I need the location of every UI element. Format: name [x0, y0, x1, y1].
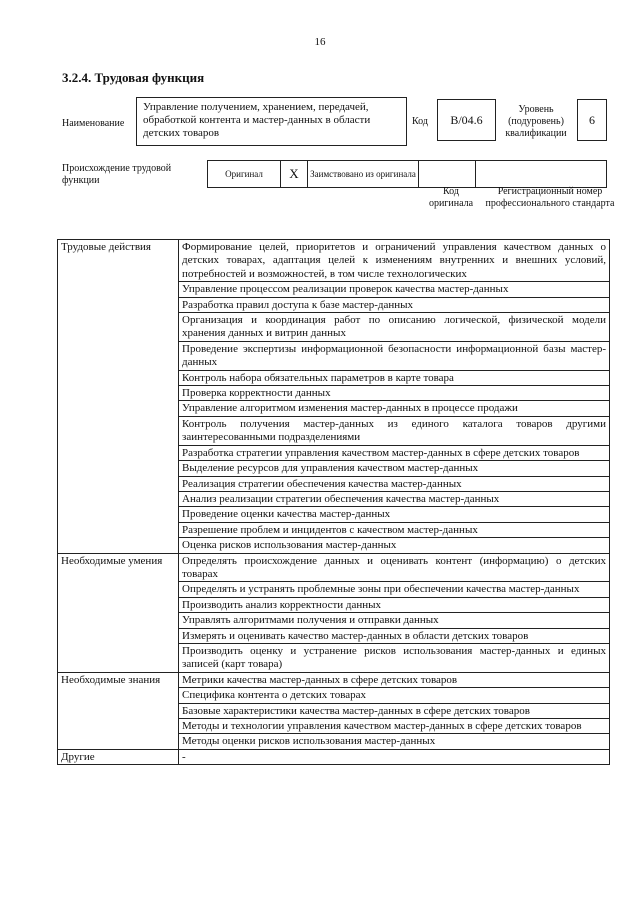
code-value-box: В/04.6 [437, 99, 496, 141]
section-item: Управление процессом реализации проверок качества мастер-данных [179, 282, 610, 297]
section-item: Специфика контента о детских товарах [179, 688, 610, 703]
section-item: Контроль набора обязательных параметров в карте товара [179, 370, 610, 385]
section-item: Выделение ресурсов для управления качеством мастер-данных [179, 461, 610, 476]
section-item: Разработка правил доступа к базе мастер-данных [179, 297, 610, 312]
section-item: Реализация стратегии обеспечения качества мастер-данных [179, 476, 610, 491]
page-number: 16 [314, 36, 326, 48]
section-item: Анализ реализации стратегии обеспечения качества мастер-данных [179, 491, 610, 506]
section-item: Базовые характеристики качества мастер-данных в сфере детских товаров [179, 703, 610, 718]
reg-number-cell [476, 161, 607, 188]
section-item: Измерять и оценивать качество мастер-данных в области детских товаров [179, 628, 610, 643]
section-item: Методы и технологии управления качеством мастер-данных в сфере детских товаров [179, 719, 610, 734]
reg-number-label: Регистрационный номер профессионального стандарта [485, 186, 615, 209]
code-label: Код [412, 116, 428, 127]
origin-label: Происхождение трудовой функции [62, 163, 172, 186]
section-item: Оценка рисков использования мастер-данных [179, 538, 610, 553]
name-label: Наименование [62, 118, 125, 129]
section-item: Метрики качества мастер-данных в сфере детских товаров [179, 672, 610, 687]
code-original-cell [419, 161, 476, 188]
section-item: Определять происхождение данных и оценивать контент (информацию) о детских товарах [179, 553, 610, 582]
function-table-body [58, 240, 610, 765]
section-item: Проведение экспертизы информационной безопасности информационной базы мастер-данных [179, 341, 610, 370]
section-item: Разрешение проблем и инцидентов с качеством мастер-данных [179, 522, 610, 537]
level-label: Уровень (подуровень) квалификации [505, 104, 567, 139]
section-item: Определять и устранять проблемные зоны при обеспечении качества мастер-данных [179, 582, 610, 597]
section-item: Организация и координация работ по описанию логической, физической модели хранения данных и витрин данных [179, 313, 610, 342]
section-label: Необходимые умения [58, 553, 179, 672]
level-value-box: 6 [577, 99, 607, 141]
code-original-label: Код оригинала [428, 186, 474, 209]
section-title: 3.2.4. Трудовая функция [62, 70, 205, 85]
section-item: Производить оценку и устранение рисков использования мастер-данных и единых записей (карт товара) [179, 643, 610, 672]
function-name-box: Управление получением, хранением, передачей, обработкой контента и мастер-данных в области детских товаров [136, 97, 407, 146]
origin-table [207, 160, 607, 188]
table-row [58, 553, 610, 582]
section-item: - [179, 749, 610, 764]
borrowed-label: Заимствовано из оригинала [308, 161, 419, 188]
section-item: Проверка корректности данных [179, 386, 610, 401]
function-table [57, 239, 610, 765]
table-row [58, 240, 610, 282]
section-label: Другие [58, 749, 179, 764]
section-label: Трудовые действия [58, 240, 179, 554]
section-item: Управлять алгоритмами получения и отправки данных [179, 613, 610, 628]
section-item: Контроль получения мастер-данных из единого каталога товаров другими заинтересованными подразделениями [179, 416, 610, 445]
original-label: Оригинал [208, 161, 281, 188]
section-item: Управление алгоритмом изменения мастер-данных в процессе продажи [179, 401, 610, 416]
table-row [58, 749, 610, 764]
section-item: Проведение оценки качества мастер-данных [179, 507, 610, 522]
section-item: Производить анализ корректности данных [179, 597, 610, 612]
section-label: Необходимые знания [58, 672, 179, 749]
table-row [58, 672, 610, 687]
section-item: Формирование целей, приоритетов и ограничений управления качеством данных о детских товарах, адаптация целей к изменениям внутренних и внешних условий, потребностей и возможностей, в том числе технологических [179, 240, 610, 282]
section-item: Методы оценки рисков использования мастер-данных [179, 734, 610, 749]
section-item: Разработка стратегии управления качеством мастер-данных в сфере детских товаров [179, 445, 610, 460]
original-mark: X [281, 161, 308, 188]
